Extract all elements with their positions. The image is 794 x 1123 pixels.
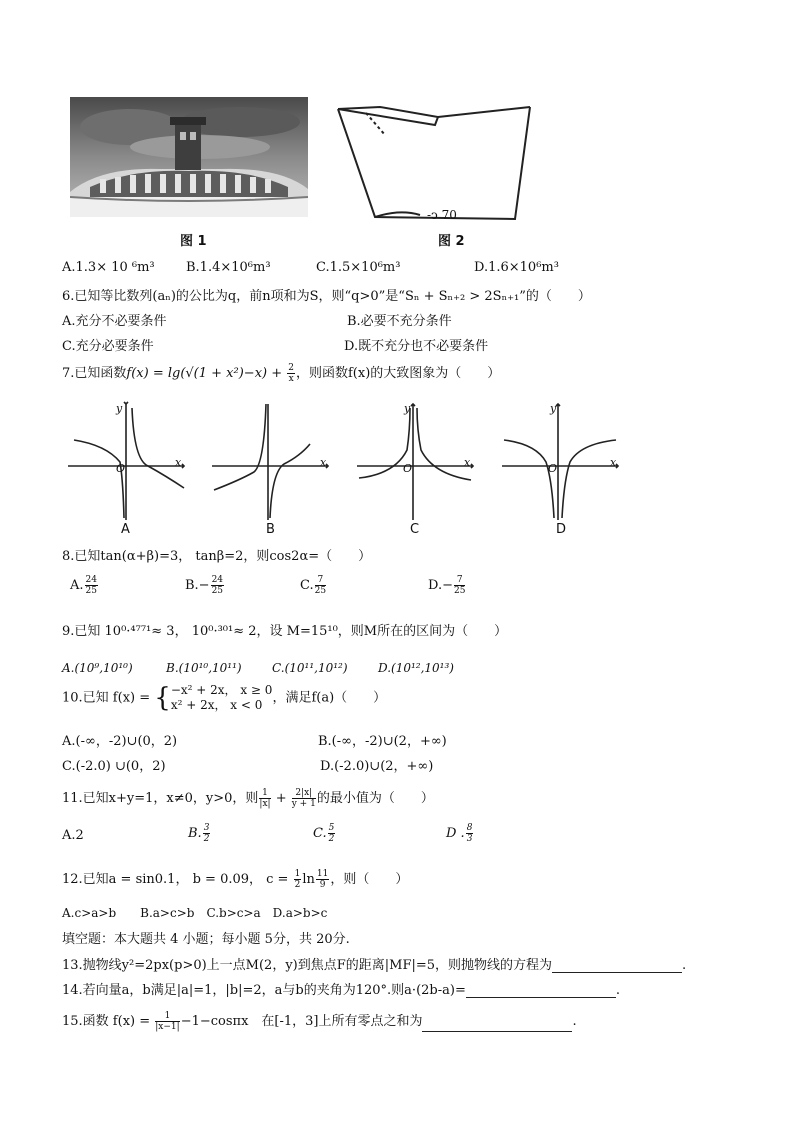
q8-a-frac [85,575,98,596]
q11-b-num: 3 [203,823,210,833]
q8-a-pre: A. [70,578,84,593]
q10-brace: { [154,683,171,713]
q11-c-frac [328,823,336,844]
q7-stem-post: ，则函数f(x)的大致图象为（ ） [296,366,501,381]
q7-stem-pre: 7.已知函数 [62,366,127,381]
q8-d-num: 7 [454,575,465,586]
q7-graph-c [355,400,479,525]
q8-b-den: 25 [211,586,224,596]
q5-option-d: D.1.6×10⁶m³ [474,260,559,275]
q14-answer-blank[interactable] [466,983,616,998]
q6-stem: 6.已知等比数列(aₙ)的公比为q，前n项和为S，则“q>0”是“Sₙ + Sₙ₊₂ > 2Sₙ₊₁”的（ ） [62,289,591,304]
q9-option-c: C.(10¹¹,10¹²) [272,661,348,675]
q12-c-frac [294,869,302,890]
q7-graph-d-o: O [548,462,558,475]
q10-piece-1: −x² + 2x， x ≥ 0 [170,683,273,697]
q11-f1-den: |x| [259,799,271,809]
q7-frac-num: 2 [288,363,294,373]
q7-graph-b-x: x [320,456,327,469]
q7-graph-c-o: O [403,462,413,475]
q11-option-b [188,823,211,844]
q7-graph-a-x: x [175,456,182,469]
q5-option-c: C.1.5×10⁶m³ [316,260,401,275]
q11-option-c [313,823,336,844]
q7-graph-c-x: x [464,456,471,469]
q15-f-den: |x−1| [155,1022,180,1032]
q8-a-num: 24 [85,575,97,585]
q9-option-b: B.(10¹⁰,10¹¹) [166,661,242,675]
q11-option-a: A.2 [62,828,84,843]
q5-option-a: A.1.3× 10 ⁶m³ [62,260,155,275]
q10-option-c: C.(-2.0) ∪(0，2) [62,759,166,774]
q14-dot: . [615,983,620,998]
q11-b-pre: B. [188,826,202,841]
q11-b-frac [203,823,211,844]
q6-option-c: C.充分必要条件 [62,339,154,354]
q12-ln-frac [316,869,329,890]
q11-frac-1 [259,788,270,809]
q7-frac-den: x [288,374,294,384]
q11-frac-2 [292,788,316,809]
q10-stem-pre: 10.已知 f(x) = [62,690,151,706]
q7-graph-b [210,400,334,525]
q8-c-frac [315,575,326,596]
q14-stem [62,979,620,998]
q11-stem-post: 的最小值为（ ） [316,791,434,806]
q8-option-c [300,575,327,596]
q7-graph-d-x: x [610,456,617,469]
q5-option-b: B.1.4×10⁶m³ [186,260,271,275]
figure-2-label: -ↄ 70 [427,208,457,222]
q10-option-b: B.(-∞，-2)∪(2，+∞) [318,734,447,749]
q12-stem-post: ，则（ ） [330,872,409,887]
q6-option-b: B.必要不充分条件 [347,314,452,329]
q10-option-a: A.(-∞，-2)∪(0，2) [62,734,178,749]
q8-b-frac [211,575,224,596]
q9-stem: 9.已知 10⁰·⁴⁷⁷¹≈ 3， 10⁰·³⁰¹≈ 2，设 M=15¹⁰，则M所在的区间为（ ） [62,624,508,639]
q12-c-num: 1 [294,869,301,879]
q7-function: f(x) = lg(√(1 + x²)−x) + [126,366,287,381]
q7-graph-d-label: D [556,522,567,537]
q11-stem-pre: 11.已知x+y=1，x≠0，y>0，则 [62,791,259,806]
q7-fraction [287,363,295,384]
q8-c-den: 25 [314,586,327,596]
q15-frac [155,1011,179,1032]
q11-f2-den: y + 1 [291,799,316,809]
q8-b-pre: B.− [185,578,210,593]
q7-graph-c-label: C [410,522,420,537]
q15-stem [62,1010,577,1032]
q7-graph-a-label: A [121,522,130,537]
q11-b-den: 2 [203,834,210,844]
q8-d-pre: D.− [428,578,453,593]
q10-stem [62,683,386,713]
q14-text: 14.若向量a，b满足|a|=1，|b|=2，a与b的夹角为120°.则a·(2b-a)= [62,983,466,998]
q10-piece-2: x² + 2x， x < 0 [170,698,263,712]
figure-1-caption: 图 1 [180,234,207,249]
q7-graph-d-y: y [550,402,557,415]
q11-d-frac [466,823,474,844]
q15-answer-blank[interactable] [422,1017,572,1032]
q8-b-num: 24 [211,575,224,585]
q11-option-d [446,823,474,844]
q8-d-den: 25 [453,586,466,596]
q10-option-d: D.(-2.0)∪(2，+∞) [320,759,434,774]
q8-stem: 8.已知tan(α+β)=3， tanβ=2，则cos2α=（ ） [62,549,372,564]
q7-graph-a [66,400,190,525]
q11-f1-num: 1 [259,788,270,799]
q8-a-den: 25 [85,586,97,596]
q9-option-d: D.(10¹²,10¹³) [378,661,454,675]
q15-post: −1−cosπx 在[-1，3]上所有零点之和为 [180,1014,423,1029]
q12-ln-den: 9 [319,880,326,890]
q12-stem [62,868,408,890]
q12-options: A.c>a>b B.a>c>b C.b>c>a D.a>b>c [62,906,328,920]
q7-graph-d [500,400,624,525]
q7-graph-a-y: y [116,402,123,415]
q11-c-num: 5 [328,823,335,833]
q10-stem-post: ，满足f(a)（ ） [272,690,387,706]
q8-c-num: 7 [315,575,326,586]
q8-c-pre: C. [300,578,314,593]
q13-stem [62,954,686,973]
q10-piecewise [171,683,273,713]
q13-answer-blank[interactable] [552,958,682,973]
figure-1-photo [70,97,308,217]
q15-dot: . [572,1014,577,1029]
q11-plus: + [271,791,291,806]
q11-d-den: 3 [466,834,473,844]
q12-ln-num: 11 [316,869,329,879]
q13-text: 13.抛物线y²=2px(p>0)上一点M(2，y)到焦点F的距离|MF|=5，则抛物线的方程为 [62,958,553,973]
q8-option-b [185,575,225,596]
q11-f2-num: 2|x| [292,788,316,799]
q12-ln: ln [302,872,315,887]
figure-2-caption: 图 2 [438,234,465,249]
q9-option-a: A.(10⁹,10¹⁰) [62,661,133,675]
q7-stem [62,362,500,384]
q13-dot: . [682,958,687,973]
q8-option-d [428,575,466,596]
section-heading: 填空题：本大题共 4 小题；每小题 5分，共 20分. [62,932,350,947]
q12-stem-pre: 12.已知a = sin0.1， b = 0.09， c = [62,872,293,887]
q7-graph-b-label: B [266,522,275,537]
q7-graph-c-y: y [404,402,411,415]
q7-graph-a-o: O [116,462,126,475]
q11-d-pre: D . [446,826,465,841]
q6-option-d: D.既不充分也不必要条件 [344,339,489,354]
q8-option-a [70,575,99,596]
q11-c-pre: C. [313,826,327,841]
q11-c-den: 2 [328,834,335,844]
q11-stem [62,787,434,809]
q11-d-num: 8 [466,823,473,833]
q6-option-a: A.充分不必要条件 [62,314,167,329]
q15-pre: 15.函数 f(x) = [62,1014,155,1029]
q12-c-den: 2 [294,880,301,890]
q8-d-frac [454,575,465,596]
q15-f-num: 1 [155,1011,179,1022]
